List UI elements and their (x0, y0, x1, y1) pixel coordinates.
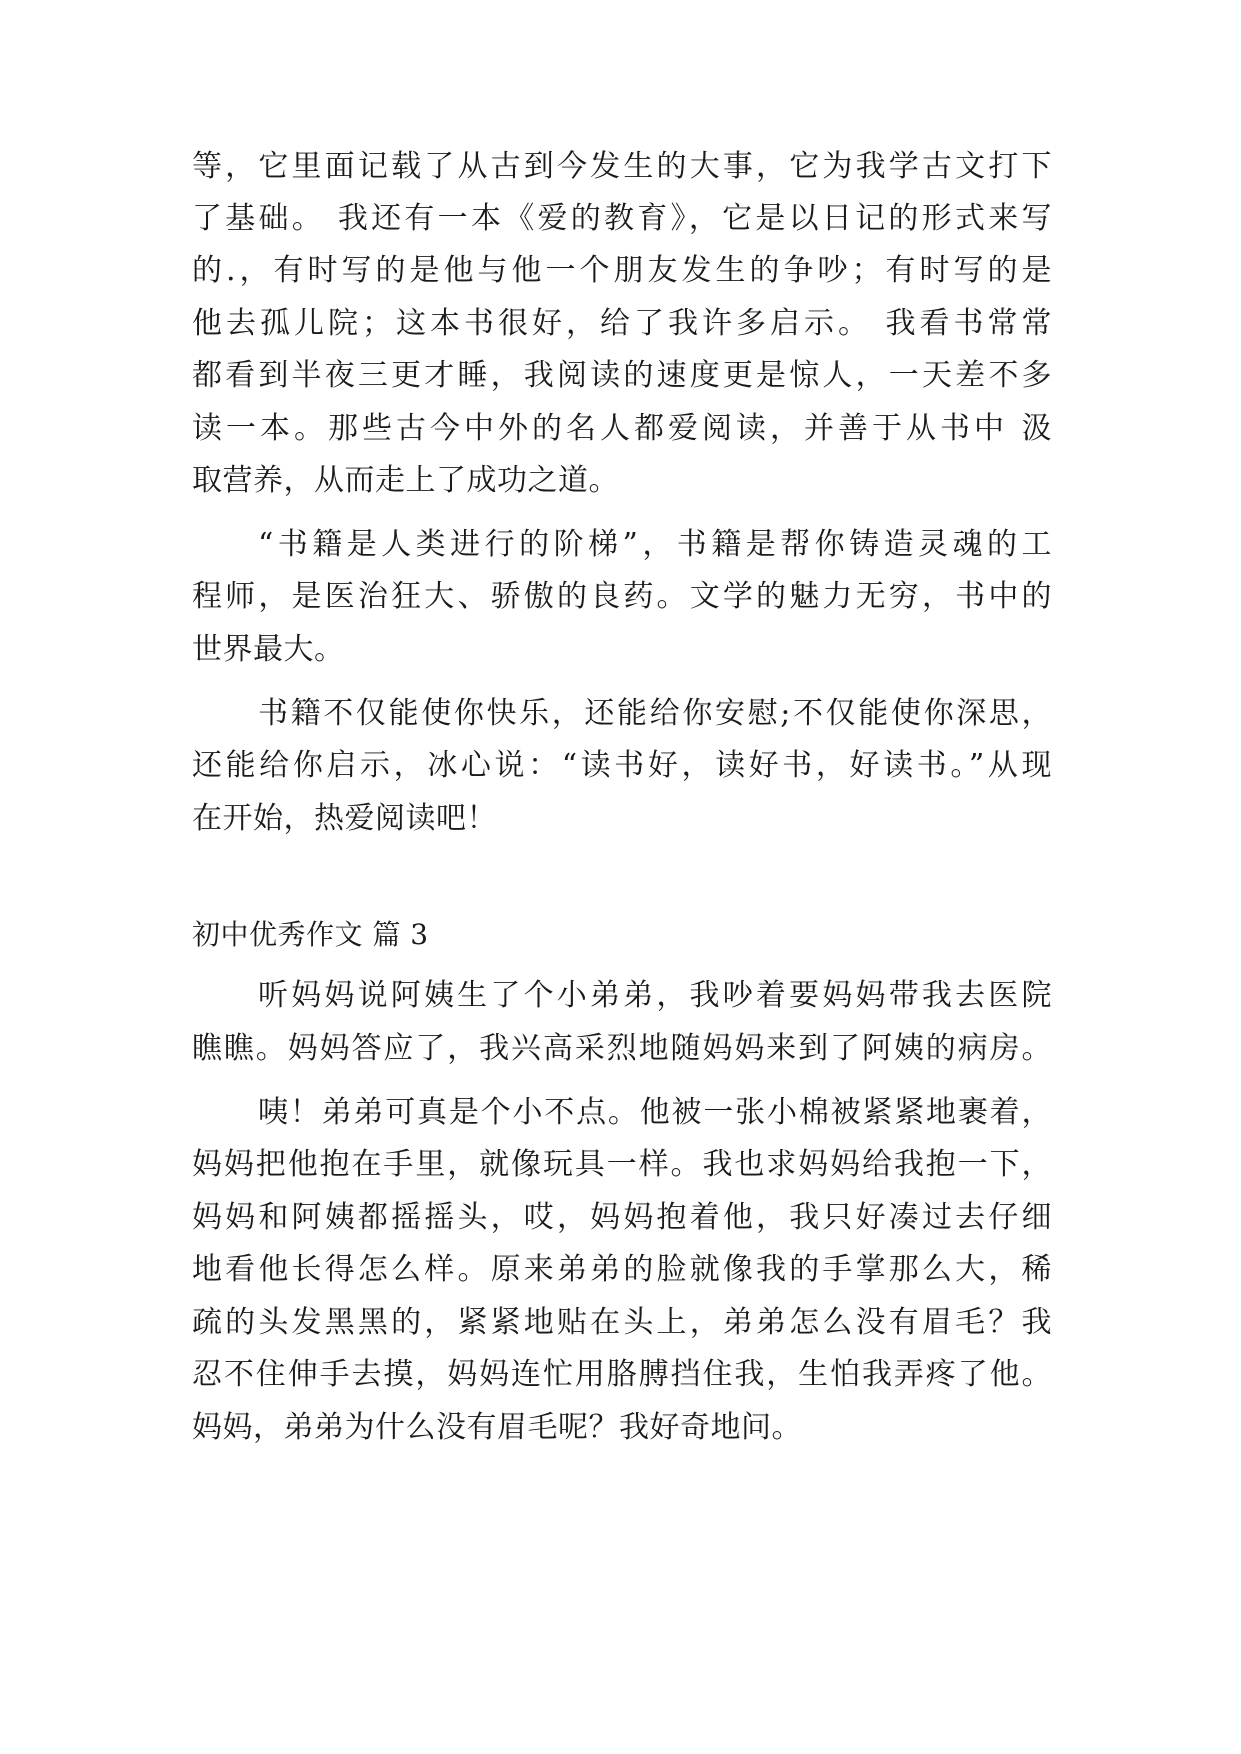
paragraph-line: 还能给你启示，冰心说：“读书好，读好书，好读书。”从现 (192, 748, 1052, 783)
paragraph-line: 世界最大。 (192, 632, 345, 667)
paragraph-line: 瞧瞧。妈妈答应了，我兴高采烈地随妈妈来到了阿姨的病房。 (192, 1031, 1052, 1066)
paragraph-line: 取营养，从而走上了成功之道。 (192, 463, 619, 498)
paragraph-line: 听妈妈说阿姨生了个小弟弟，我吵着要妈妈带我去医院 (258, 978, 1052, 1013)
paragraph-line: 读一本。那些古今中外的名人都爱阅读，并善于从书中 汲 (192, 411, 1052, 446)
paragraph-line: 地看他长得怎么样。原来弟弟的脸就像我的手掌那么大，稀 (192, 1252, 1052, 1287)
paragraph-line: 妈妈，弟弟为什么没有眉毛呢？我好奇地问。 (192, 1410, 802, 1445)
paragraph-line: 都看到半夜三更才睡，我阅读的速度更是惊人，一天差不多 (192, 358, 1052, 393)
paragraph-line: 疏的头发黑黑的，紧紧地贴在头上，弟弟怎么没有眉毛？我 (192, 1305, 1052, 1340)
paragraph-line: 了基础。 我还有一本《爱的教育》，它是以日记的形式来写 (192, 201, 1052, 236)
paragraph-line: “书籍是人类进行的阶梯”，书籍是帮你铸造灵魂的工 (258, 527, 1052, 562)
paragraph-line: 的.，有时写的是他与他一个朋友发生的争吵；有时写的是 (192, 253, 1052, 288)
paragraph-line: 咦！弟弟可真是个小不点。他被一张小棉被紧紧地裹着， (258, 1095, 1052, 1130)
paragraph-line: 在开始，热爱阅读吧！ (192, 801, 497, 836)
paragraph-line: 妈妈和阿姨都摇摇头，哎，妈妈抱着他，我只好凑过去仔细 (192, 1200, 1052, 1235)
paragraph-line: 等，它里面记载了从古到今发生的大事，它为我学古文打下 (192, 149, 1052, 184)
paragraph-line: 他去孤儿院；这本书很好，给了我许多启示。 我看书常常 (192, 306, 1052, 341)
paragraph-line: 妈妈把他抱在手里，就像玩具一样。我也求妈妈给我抱一下， (192, 1147, 1052, 1182)
section-heading: 初中优秀作文 篇 3 (192, 918, 429, 951)
paragraph-line: 忍不住伸手去摸，妈妈连忙用胳膊挡住我，生怕我弄疼了他。 (192, 1357, 1052, 1392)
paragraph-line: 书籍不仅能使你快乐，还能给你安慰;不仅能使你深思， (258, 696, 1052, 731)
paragraph-line: 程师，是医治狂大、骄傲的良药。文学的魅力无穷，书中的 (192, 579, 1052, 614)
